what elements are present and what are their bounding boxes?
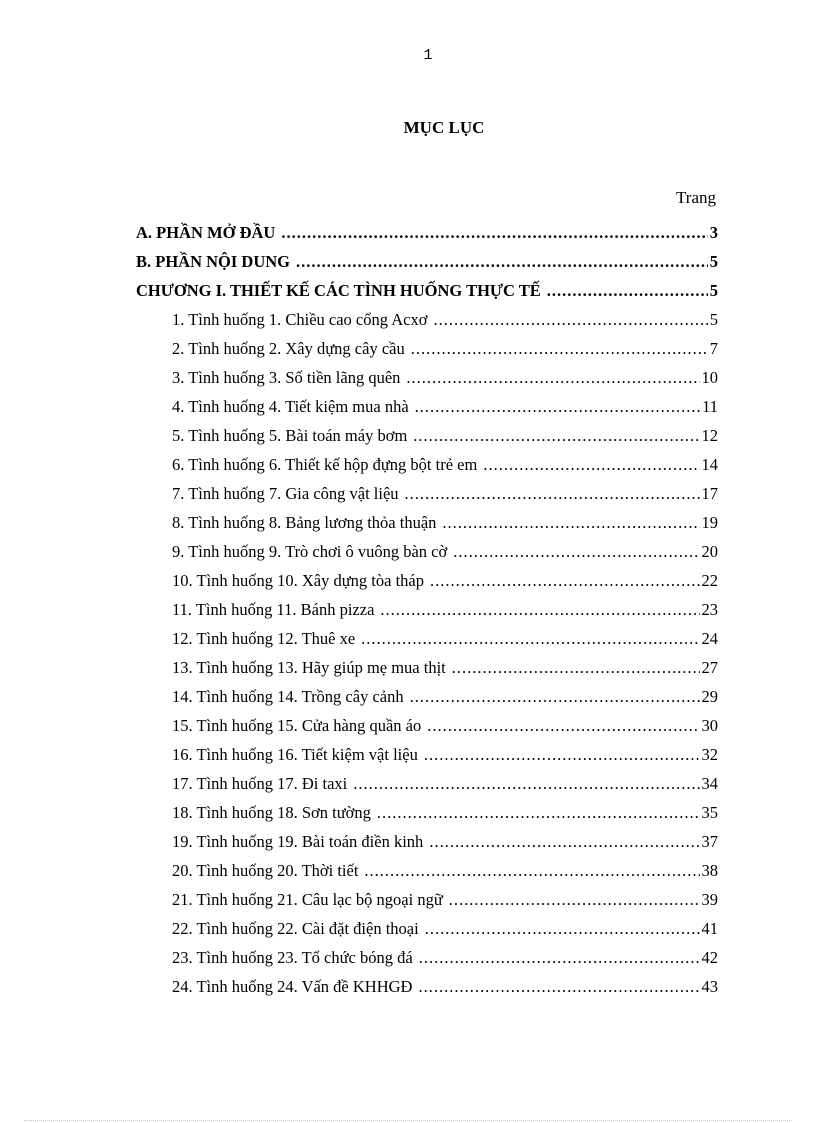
toc-entry[interactable] [136, 339, 718, 368]
toc-dot-leader [453, 542, 699, 562]
toc-entry-page: 22 [701, 571, 718, 590]
toc-entry[interactable] [136, 658, 718, 687]
toc-entry-page: 35 [701, 803, 718, 822]
toc-entry-title: 5. Tình huống 5. Bài toán máy bơm [172, 426, 408, 445]
toc-entry-title: 16. Tình huống 16. Tiết kiệm vật liệu [172, 745, 418, 764]
toc-entry-page: 12 [701, 426, 718, 445]
toc-entry-page: 5 [709, 252, 718, 271]
toc-entry[interactable] [136, 310, 718, 339]
toc-entry[interactable] [136, 774, 718, 803]
toc-entry[interactable] [136, 745, 718, 774]
toc-entry-title: 17. Tình huống 17. Đi taxi [172, 774, 348, 793]
toc-dot-leader [427, 716, 699, 736]
toc-entry[interactable] [136, 832, 718, 861]
toc-entry-title: 7. Tình huống 7. Gia công vật liệu [172, 484, 399, 503]
toc-entry-title: 23. Tình huống 23. Tổ chức bóng đá [172, 948, 413, 967]
toc-entry[interactable] [136, 455, 718, 484]
toc-entry-title: 12. Tình huống 12. Thuê xe [172, 629, 356, 648]
toc-entry-title: 15. Tình huống 15. Cửa hàng quần áo [172, 716, 422, 735]
toc-entry-title: 22. Tình huống 22. Cài đặt điện thoại [172, 919, 419, 938]
toc-entry-page: 19 [701, 513, 718, 532]
table-of-contents [136, 223, 718, 1006]
toc-dot-leader [483, 455, 699, 475]
toc-entry-page: 20 [701, 542, 718, 561]
toc-entry-page: 38 [701, 861, 718, 880]
toc-entry[interactable] [136, 426, 718, 455]
page-number: 1 [423, 47, 433, 64]
toc-entry[interactable] [136, 600, 718, 629]
toc-entry-page: 3 [709, 223, 718, 242]
toc-entry[interactable] [136, 484, 718, 513]
toc-dot-leader [281, 223, 707, 243]
toc-dot-leader [353, 774, 699, 794]
toc-entry-page: 17 [701, 484, 718, 503]
toc-entry-page: 14 [701, 455, 718, 474]
toc-dot-leader [415, 397, 700, 417]
toc-dot-leader [413, 426, 699, 446]
toc-entry-title: 6. Tình huống 6. Thiết kế hộp đựng bột trẻ em [172, 455, 478, 474]
page-column-label: Trang [676, 188, 716, 207]
toc-entry-title: 9. Tình huống 9. Trò chơi ô vuông bàn cờ [172, 542, 448, 561]
toc-entry-title: 19. Tình huống 19. Bài toán điền kinh [172, 832, 424, 851]
toc-entry-page: 37 [701, 832, 718, 851]
toc-entry-page: 42 [701, 948, 718, 967]
toc-entry[interactable] [136, 252, 718, 281]
toc-entry-page: 10 [701, 368, 718, 387]
toc-entry-title: A. PHẦN MỞ ĐẦU [136, 223, 276, 242]
toc-entry-title: 10. Tình huống 10. Xây dựng tòa tháp [172, 571, 424, 590]
toc-entry[interactable] [136, 803, 718, 832]
toc-entry[interactable] [136, 281, 718, 310]
toc-entry-title: 11. Tình huống 11. Bánh pizza [172, 600, 375, 619]
toc-entry[interactable] [136, 513, 718, 542]
toc-entry[interactable] [136, 948, 718, 977]
toc-entry[interactable] [136, 397, 718, 426]
toc-entry-title: 21. Tình huống 21. Câu lạc bộ ngoại ngữ [172, 890, 443, 909]
toc-entry-page: 43 [701, 977, 718, 996]
toc-dot-leader [430, 571, 700, 591]
toc-entry-title: 18. Tình huống 18. Sơn tường [172, 803, 371, 822]
toc-entry[interactable] [136, 977, 718, 1006]
toc-entry-title: B. PHẦN NỘI DUNG [136, 252, 291, 271]
toc-entry[interactable] [136, 629, 718, 658]
toc-entry[interactable] [136, 571, 718, 600]
toc-entry[interactable] [136, 919, 718, 948]
toc-entry-title: 14. Tình huống 14. Trồng cây cảnh [172, 687, 404, 706]
toc-dot-leader [406, 368, 699, 388]
toc-entry-page: 23 [701, 600, 718, 619]
toc-entry-page: 11 [702, 397, 718, 416]
toc-entry-title: 1. Tình huống 1. Chiều cao cổng Acxơ [172, 310, 428, 329]
toc-dot-leader [296, 252, 708, 272]
toc-dot-leader [424, 745, 700, 765]
toc-dot-leader [425, 919, 700, 939]
toc-entry[interactable] [136, 542, 718, 571]
toc-dot-leader [418, 977, 699, 997]
toc-entry-title: 2. Tình huống 2. Xây dựng cây cầu [172, 339, 405, 358]
toc-entry-page: 29 [701, 687, 718, 706]
toc-entry[interactable] [136, 687, 718, 716]
toc-entry-page: 32 [701, 745, 718, 764]
toc-entry-title: 3. Tình huống 3. Số tiền lãng quên [172, 368, 401, 387]
toc-dot-leader [380, 600, 699, 620]
toc-dot-leader [410, 687, 700, 707]
toc-entry-title: 8. Tình huống 8. Bảng lương thỏa thuận [172, 513, 437, 532]
toc-entry[interactable] [136, 368, 718, 397]
toc-entry-title: 13. Tình huống 13. Hãy giúp mẹ mua thịt [172, 658, 446, 677]
toc-entry-title: 4. Tình huống 4. Tiết kiệm mua nhà [172, 397, 409, 416]
toc-dot-leader [433, 310, 707, 330]
toc-dot-leader [452, 658, 700, 678]
toc-entry-title: 20. Tình huống 20. Thời tiết [172, 861, 359, 880]
toc-entry-page: 39 [701, 890, 718, 909]
toc-entry-page: 27 [701, 658, 718, 677]
toc-dot-leader [547, 281, 708, 301]
toc-dot-leader [442, 513, 699, 533]
toc-entry[interactable] [136, 716, 718, 745]
toc-dot-leader [377, 803, 700, 823]
toc-entry-page: 24 [701, 629, 718, 648]
toc-dot-leader [429, 832, 699, 852]
toc-entry-title: 24. Tình huống 24. Vấn đề KHHGĐ [172, 977, 413, 996]
toc-entry-page: 30 [701, 716, 718, 735]
toc-dot-leader [364, 861, 699, 881]
toc-entry-page: 5 [709, 310, 718, 329]
toc-entry-page: 5 [709, 281, 718, 300]
toc-dot-leader [411, 339, 708, 359]
toc-entry[interactable] [136, 861, 718, 890]
toc-dot-leader [419, 948, 700, 968]
toc-title: MỤC LỤC [403, 118, 485, 137]
toc-entry-page: 7 [709, 339, 718, 358]
page-bottom-divider [24, 1120, 792, 1121]
toc-entry-page: 34 [701, 774, 718, 793]
toc-dot-leader [449, 890, 700, 910]
toc-entry[interactable] [136, 890, 718, 919]
toc-dot-leader [405, 484, 700, 504]
toc-dot-leader [361, 629, 699, 649]
toc-entry-page: 41 [701, 919, 718, 938]
toc-entry-title: CHƯƠNG I. THIẾT KẾ CÁC TÌNH HUỐNG THỰC TẾ [136, 281, 541, 300]
toc-entry[interactable] [136, 223, 718, 252]
